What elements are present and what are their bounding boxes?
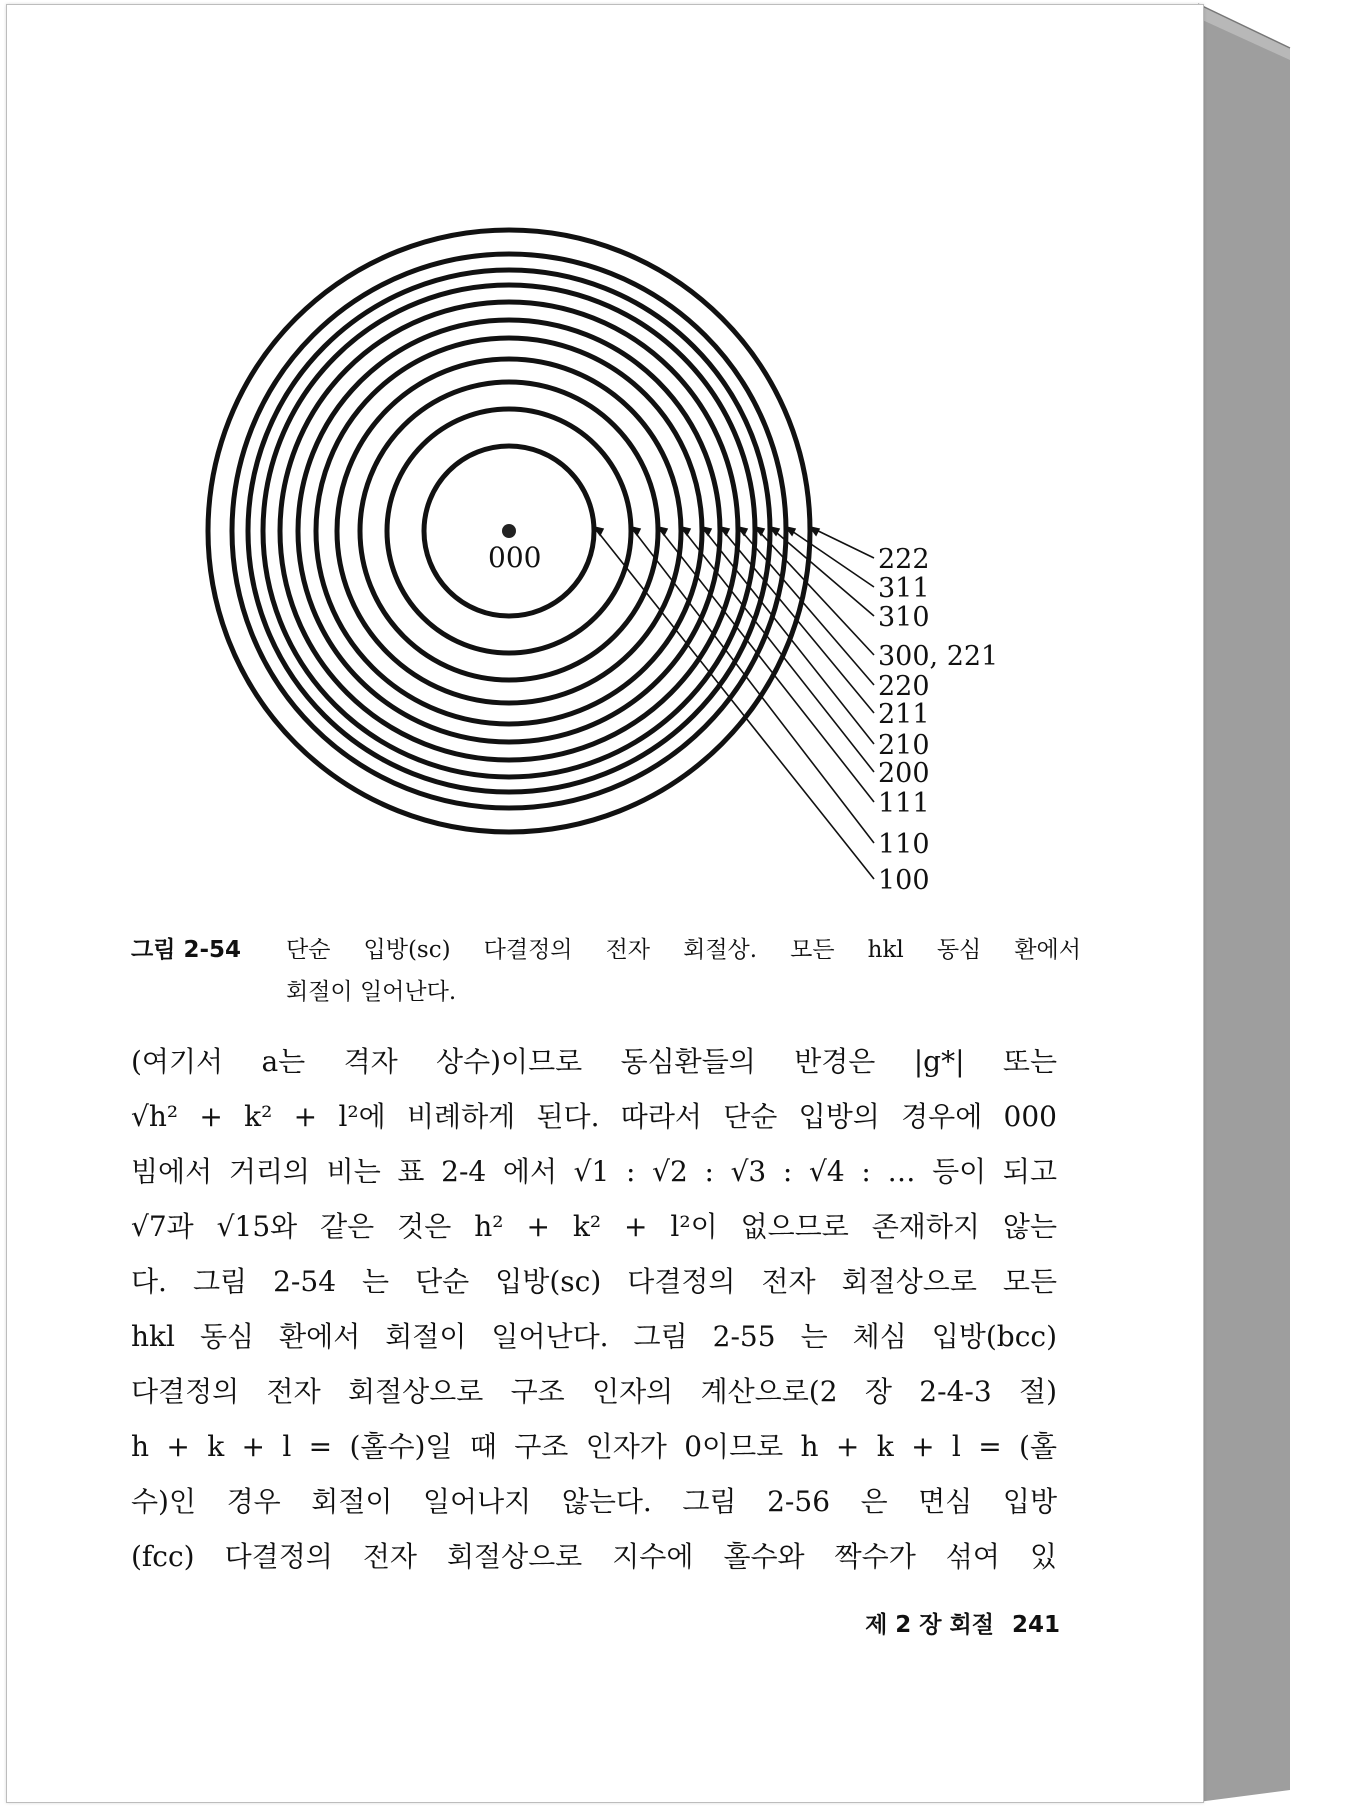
- ring-label: 220: [878, 671, 930, 702]
- leader-line: [720, 527, 874, 713]
- leader-line: [681, 527, 874, 772]
- ring-label: 300, 221: [878, 641, 999, 672]
- body-line: (여기서 a는 격자 상수)이므로 동심환들의 반경은 |g*| 또는: [131, 1045, 1057, 1078]
- ring-label: 222: [878, 544, 930, 575]
- ring-label: 210: [878, 730, 930, 761]
- ring-label: 311: [878, 573, 930, 604]
- caption-text-line1: 단순 입방(sc) 다결정의 전자 회절상. 모든 hkl 동심 환에서: [286, 937, 1081, 963]
- body-line: √7과 √15와 같은 것은 h² + k² + l²이 없으므로 존재하지 않는: [131, 1210, 1057, 1243]
- ring-label: 200: [878, 758, 930, 789]
- caption-text-line2: 회절이 일어난다.: [286, 979, 457, 1005]
- page-footer: [820, 1606, 1060, 1639]
- ring-label: 110: [878, 829, 930, 860]
- leader-line: [770, 527, 874, 616]
- body-line: √h² + k² + l²에 비례하게 된다. 따라서 단순 입방의 경우에 000: [131, 1100, 1057, 1133]
- ring-label: 310: [878, 602, 930, 633]
- leader-line: [702, 527, 874, 744]
- ring-label: 211: [878, 699, 930, 730]
- page-number: 241: [1011, 1612, 1060, 1638]
- body-line: 빔에서 거리의 비는 표 2-4 에서 √1 : √2 : √3 : √4 : … 등이 되고: [131, 1155, 1057, 1188]
- caption-number: 그림 2-54: [131, 937, 241, 963]
- center-spot: [502, 524, 516, 538]
- body-paragraph: [131, 1034, 1057, 1584]
- center-label: 000: [488, 541, 542, 574]
- body-line: 수)인 경우 회절이 일어나지 않는다. 그림 2-56 은 면심 입방: [131, 1485, 1057, 1518]
- body-line: 다결정의 전자 회절상으로 구조 인자의 계산으로(2 장 2-4-3 절): [131, 1375, 1057, 1408]
- body-line: 다. 그림 2-54 는 단순 입방(sc) 다결정의 전자 회절상으로 모든: [131, 1265, 1057, 1298]
- ring-label: 100: [878, 865, 930, 896]
- footer-chapter: 제 2 장 회절: [865, 1612, 994, 1638]
- body-line: (fcc) 다결정의 전자 회절상으로 지수에 홀수와 짝수가 섞여 있: [131, 1540, 1057, 1573]
- leader-line: [810, 527, 874, 558]
- body-line: hkl 동심 환에서 회절이 일어난다. 그림 2-55 는 체심 입방(bcc): [131, 1320, 1057, 1353]
- diffraction-pattern-figure: [0, 0, 1196, 920]
- body-line: h + k + l = (홀수)일 때 구조 인자가 0이므로 h + k + l = (홀: [131, 1430, 1057, 1463]
- ring-label: 111: [878, 788, 930, 819]
- ring-labels: [878, 544, 998, 896]
